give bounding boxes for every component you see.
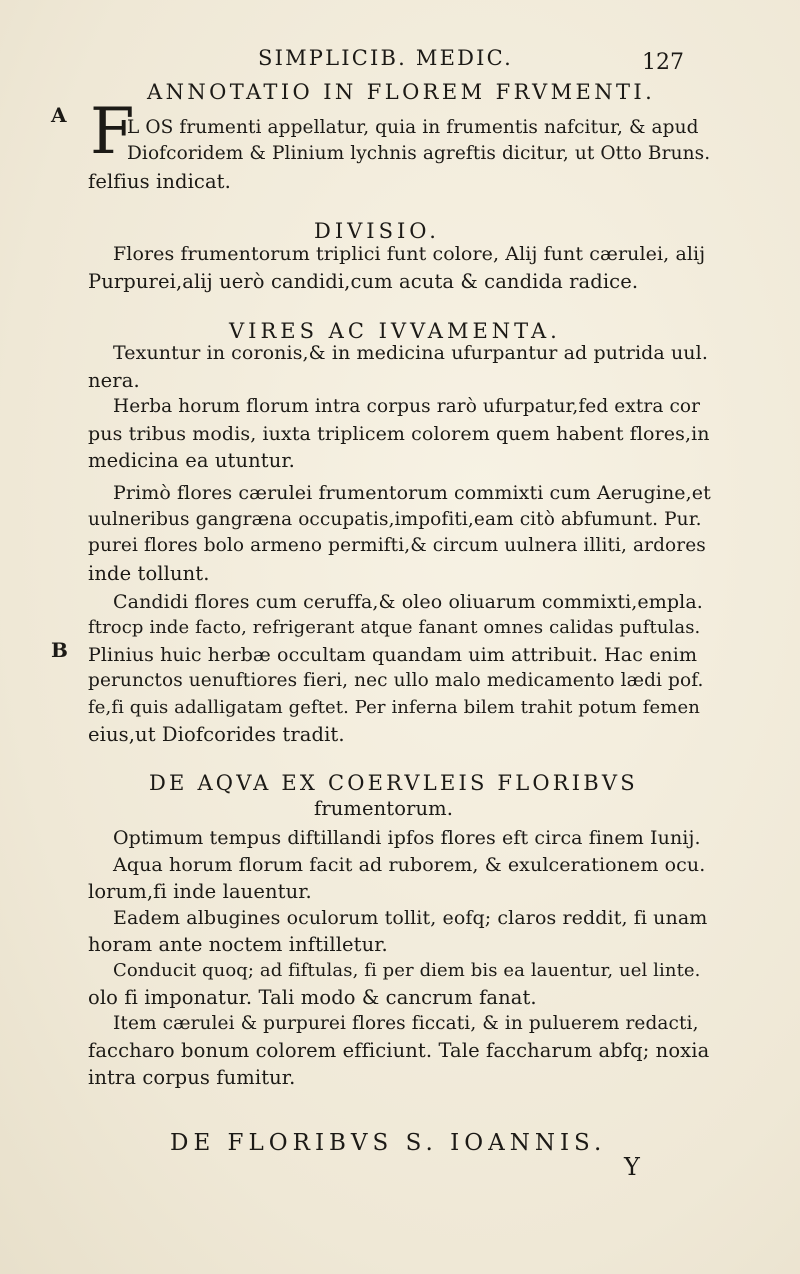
text-line: olo fi imponatur. Tali modo & cancrum fanat.	[88, 986, 537, 1009]
text-line: Plinius huic herbæ occultam quandam uim attribuit. Hac enim	[88, 644, 698, 666]
text-line: Diofcoridem & Plinium lychnis agreftis dicitur, ut Otto Bruns.	[127, 143, 711, 164]
text-line: Flores frumentorum triplici funt colore, Alij funt cærulei, alij	[113, 243, 706, 265]
text-line: horam ante noctem inftilletur.	[88, 933, 388, 956]
section-heading-aqua: DE AQVA EX COERVLEIS FLORIBVS	[149, 771, 638, 795]
text-line: Herba horum florum intra corpus rarò ufurpatur,fed extra cor	[113, 396, 701, 417]
text-line: purei flores bolo armeno permifti,& circum uulnera illiti, ardores	[88, 535, 706, 556]
running-title: SIMPLICIB. MEDIC.	[258, 46, 514, 70]
text-line: Eadem albugines oculorum tollit, eofq; claros reddit, fi unam	[113, 907, 708, 929]
text-line: perunctos uenuftiores fieri, nec ullo malo medicamento lædi pof.	[88, 670, 704, 691]
text-line: Candidi flores cum ceruffa,& oleo oliuarum commixti,empla.	[113, 591, 703, 613]
margin-letter-a: A	[51, 103, 67, 127]
text-line: ftrocp inde facto, refrigerant atque fanant omnes calidas puftulas.	[88, 617, 701, 638]
section-heading-vires: VIRES AC IVVAMENTA.	[229, 319, 561, 343]
text-line: uulneribus gangræna occupatis,impofiti,eam citò abfumunt. Pur.	[88, 509, 702, 530]
drop-cap: F	[90, 95, 135, 169]
text-line: eius,ut Diofcorides tradit.	[88, 723, 345, 746]
text-line: Texuntur in coronis,& in medicina ufurpantur ad putrida uul.	[113, 342, 708, 364]
signature-mark: Y	[624, 1153, 640, 1181]
text-line: Aqua horum florum facit ad ruborem, & exulcerationem ocu.	[113, 854, 706, 876]
section-heading-annotatio: ANNOTATIO IN FLOREM FRVMENTI.	[147, 80, 656, 104]
text-line: lorum,fi inde lauentur.	[88, 880, 312, 903]
text-line: pus tribus modis, iuxta triplicem colorem quem habent flores,in	[88, 423, 710, 445]
margin-letter-b: B	[51, 638, 68, 662]
text-line: medicina ea utuntur.	[88, 449, 295, 472]
section-heading-aqua-continued: frumentorum.	[314, 797, 454, 820]
text-line: Purpurei,alij uerò candidi,cum acuta & candida radice.	[88, 270, 639, 293]
text-line: felfius indicat.	[88, 170, 231, 193]
text-line: Conducit quoq; ad fiftulas, fi per diem bis ea lauentur, uel linte.	[113, 960, 701, 981]
text-line: Optimum tempus diftillandi ipfos flores eft circa finem Iunij.	[113, 827, 701, 849]
text-line: intra corpus fumitur.	[88, 1066, 296, 1089]
text-line: Item cærulei & purpurei flores ficcati, & in puluerem redacti,	[113, 1013, 699, 1034]
section-heading-final: DE FLORIBVS S. IOANNIS.	[170, 1130, 607, 1156]
text-line: inde tollunt.	[88, 562, 210, 585]
text-line: faccharo bonum colorem efficiunt. Tale faccharum abfq; noxia	[88, 1039, 710, 1062]
text-line: L OS frumenti appellatur, quia in frumentis nafcitur, & apud	[127, 117, 699, 138]
page-number: 127	[642, 50, 684, 75]
text-line: fe,fi quis adalligatam geftet. Per inferna bilem trahit potum femen	[88, 697, 700, 718]
text-line: Primò flores cærulei frumentorum commixti cum Aerugine,et	[113, 482, 711, 504]
section-heading-divisio: DIVISIO.	[314, 219, 440, 243]
text-line: nera.	[88, 369, 140, 392]
